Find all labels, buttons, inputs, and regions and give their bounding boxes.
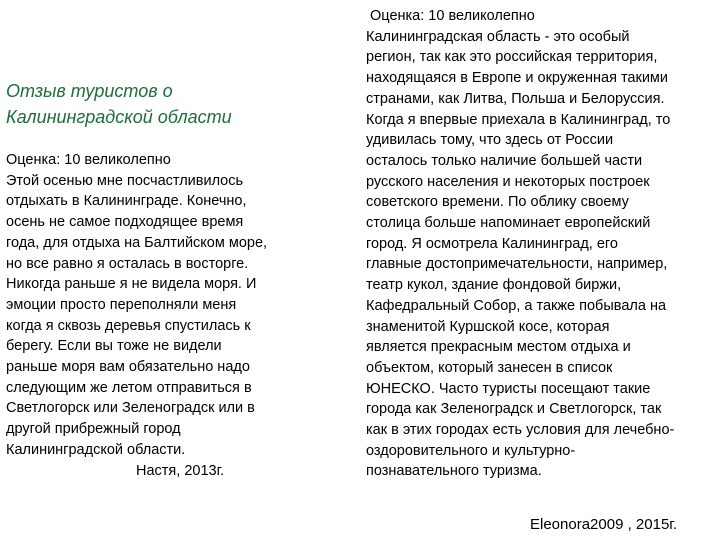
review-line: Калининградская область - это особый	[366, 28, 630, 45]
review-line: Этой осенью мне посчастливилось	[6, 172, 244, 189]
review-line: советского времени. По облику своему	[366, 194, 629, 211]
title-line: Калининградской области	[6, 107, 232, 127]
review-line: следующим же летом отправиться в	[6, 379, 252, 396]
review-line: регион, так как это российская территория,	[366, 49, 658, 66]
page-title	[6, 78, 346, 130]
review-line: осень не самое подходящее время	[6, 214, 244, 231]
review-line: оздоровительного и культурно-	[366, 442, 576, 459]
review-text-right	[366, 6, 716, 482]
review-line: город. Я осмотрела Калининград, его	[366, 235, 618, 252]
review-line: раньше моря вам обязательно надо	[6, 359, 250, 376]
review-line: столица больше напоминает европейский	[366, 215, 651, 232]
review-line: но все равно я осталась в восторге.	[6, 255, 249, 272]
signature-left: Настя, 2013г.	[136, 462, 225, 479]
review-line: странами, как Литва, Польша и Белоруссия.	[366, 90, 665, 107]
review-line: другой прибрежный город	[6, 421, 181, 438]
review-line: Оценка: 10 великолепно	[366, 8, 535, 24]
signature-right: Eleonora2009 , 2015г.	[530, 516, 678, 533]
review-text-left	[6, 150, 346, 481]
review-line: ЮНЕСКО. Часто туристы посещают такие	[366, 380, 651, 397]
review-line: эмоции просто переполняли меня	[6, 296, 237, 313]
review-line: театр кукол, здание фондовой биржи,	[366, 277, 622, 294]
title-line: Отзыв туристов о	[6, 81, 173, 101]
review-line: Кафедральный Собор, а также побывала на	[366, 297, 667, 314]
review-right	[366, 6, 716, 482]
review-line: года, для отдыха на Балтийском море,	[6, 234, 268, 251]
review-line: находящаяся в Европе и окруженная такими	[366, 70, 669, 87]
review-line: Когда я впервые приехала в Калининград, то	[366, 111, 671, 128]
review-line: осталось только наличие большей части	[366, 152, 643, 169]
review-line: Калининградской области.	[6, 441, 186, 458]
review-line: города как Зеленоградск и Светлогорск, так	[366, 401, 662, 418]
review-line: Светлогорск или Зеленоградск или в	[6, 400, 255, 417]
review-line: когда я сквозь деревья спустилась к	[6, 317, 251, 334]
review-line: отдыхать в Калининграде. Конечно,	[6, 193, 247, 210]
review-line: Никогда раньше я не видела моря. И	[6, 276, 257, 293]
review-line: главные достопримечательности, например,	[366, 256, 668, 273]
review-line: Оценка: 10 великолепно	[6, 152, 171, 168]
review-line: русского населения и некоторых построек	[366, 173, 650, 190]
review-line: удивилась тому, что здесь от России	[366, 132, 614, 149]
review-line: берегу. Если вы тоже не видели	[6, 338, 222, 355]
review-line: знаменитой Куршской косе, которая	[366, 318, 610, 335]
review-line: познавательного туризма.	[366, 463, 542, 480]
review-line: объектом, который занесен в список	[366, 359, 613, 376]
review-line: как в этих городах есть условия для лечебно-	[366, 422, 675, 439]
review-left	[6, 78, 346, 481]
review-line: является прекрасным местом отдыха и	[366, 339, 631, 356]
